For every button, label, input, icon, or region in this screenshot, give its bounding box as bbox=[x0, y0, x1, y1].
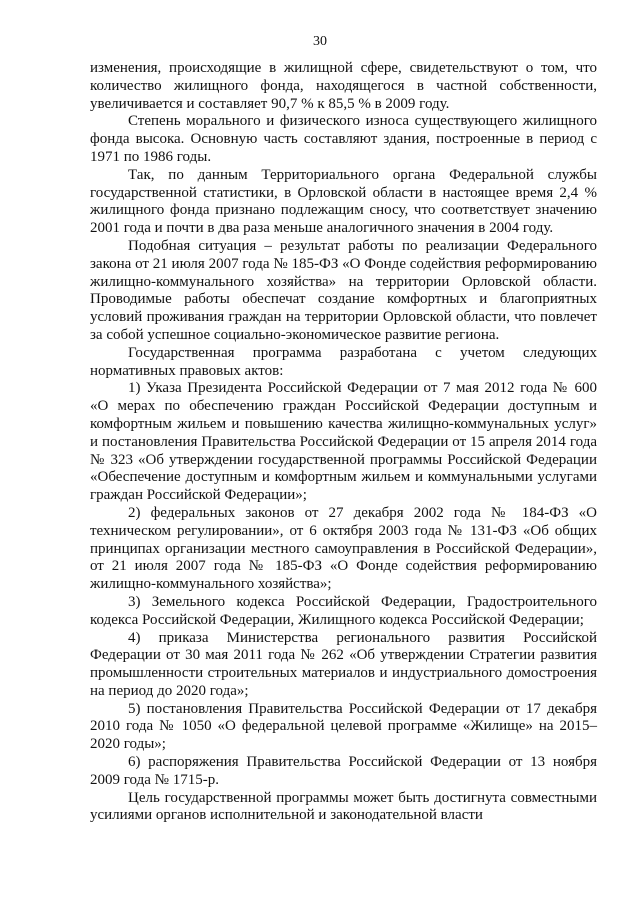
list-item-government-resolution: 5) постановления Правительства Российской Федерации от 17 декабря 2010 года № 1050 «О федеральной целевой программе «Жилище» на 2015–2020 годы»; bbox=[90, 700, 597, 753]
list-item-federal-laws: 2) федеральных законов от 27 декабря 2002 года № 184-ФЗ «О техническом регулировании», от 6 октября 2003 года № 131-ФЗ «Об общих принципах организации местного самоуправления в Российской Федерации», от 21 июля 2007 года № 185-ФЗ «О Фонде содействия реформированию жилищно-коммунального хозяйства»; bbox=[90, 504, 597, 593]
list-item-codes: 3) Земельного кодекса Российской Федерации, Градостроительного кодекса Российской Федерации, Жилищного кодекса Российской Федерации; bbox=[90, 593, 597, 628]
list-item-decree: 1) Указа Президента Российской Федерации от 7 мая 2012 года № 600 «О мерах по обеспечению граждан Российской Федерации доступным и комфортным жильем и повышению качества жилищно-коммунальных услуг» и постановления Правительства Российской Федерации от 15 апреля 2014 года № 323 «Об утверждении государственной программы Российской Федерации «Обеспечение доступным и комфортным жильем и коммунальными услугами граждан Российской Федерации»; bbox=[90, 380, 597, 504]
list-item-ministry-order: 4) приказа Министерства регионального развития Российской Федерации от 30 мая 2011 года № 262 «Об утверждении Стратегии развития промышленности строительных материалов и индустриального домостроения на период до 2020 года»; bbox=[90, 629, 597, 699]
paragraph-wear-degree: Степень морального и физического износа существующего жилищного фонда высока. Основную часть составляют здания, построенные в период с 1971 по 1986 годы. bbox=[90, 113, 597, 165]
paragraph-housing-changes: изменения, происходящие в жилищной сфере, свидетельствуют о том, что количество жилищного фонда, находящегося в частной собственности, увеличивается и составляет 90,7 % к 85,5 % в 2009 году. bbox=[90, 60, 597, 112]
list-item-government-order: 6) распоряжения Правительства Российской Федерации от 13 ноября 2009 года № 1715-р. bbox=[90, 754, 597, 788]
paragraph-statistics: Так, по данным Территориального органа Федеральной службы государственной статистики, в Орловской области в настоящее время 2,4 % жилищного фонда признано подлежащим сносу, что соответствует значению 2001 года и почти в два раза меньше аналогичного значения в 2004 году. bbox=[90, 166, 597, 237]
paragraph-situation: Подобная ситуация – результат работы по реализации Федерального закона от 21 июля 2007 года № 185-ФЗ «О Фонде содействия реформированию жилищно-коммунального хозяйства» на территории Орловской области. Проводимые работы обеспечат создание комфортных и благоприятных условий проживания граждан на территории Орловской области, что повлечет за собой успешное социально-экономическое развитие региона. bbox=[90, 237, 597, 343]
paragraph-program-goal: Цель государственной программы может быть достигнута совместными усилиями органов исполнительной и законодательной власти bbox=[90, 789, 597, 824]
paragraph-program-basis: Государственная программа разработана с учетом следующих нормативных правовых актов: bbox=[90, 344, 597, 379]
page-number: 30 bbox=[313, 34, 327, 49]
document-body bbox=[90, 60, 597, 825]
